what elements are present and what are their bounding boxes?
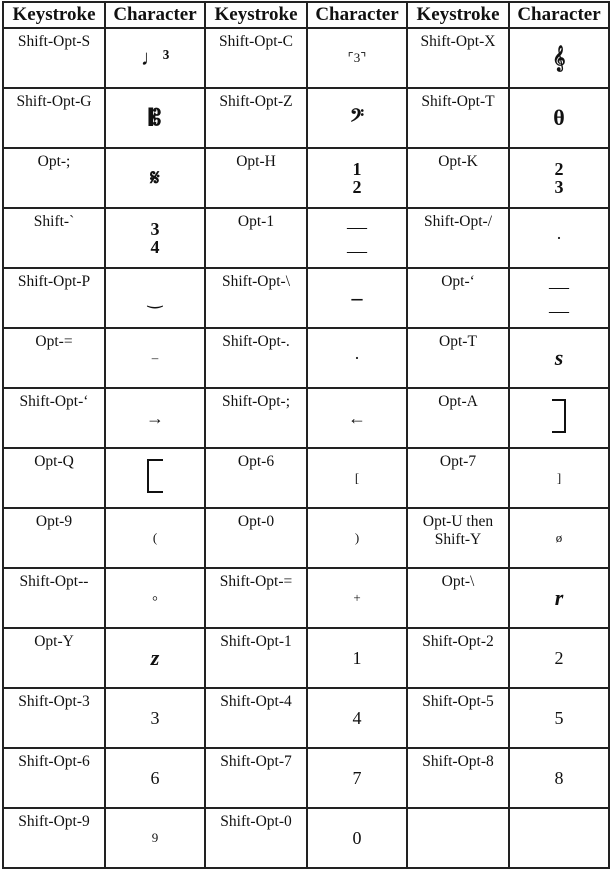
character-cell	[307, 388, 407, 448]
character-cell	[307, 508, 407, 568]
keystroke-cell: Shift-Opt-;	[205, 388, 307, 448]
character-cell	[307, 808, 407, 868]
character-glyph: ·	[354, 347, 360, 368]
character-glyph: 3	[150, 707, 160, 728]
character-cell	[509, 328, 609, 388]
character-cell	[105, 508, 205, 568]
character-cell	[105, 268, 205, 328]
keystroke-cell: Opt-Y	[3, 628, 105, 688]
character-cell	[509, 628, 609, 688]
character-glyph: 3 4	[150, 219, 160, 257]
keystroke-cell: Opt-K	[407, 148, 509, 208]
character-cell	[307, 88, 407, 148]
character-cell	[105, 448, 205, 508]
keystroke-cell: Opt-A	[407, 388, 509, 448]
character-cell	[105, 388, 205, 448]
character-glyph: 𝄢	[349, 105, 365, 130]
keystroke-cell: Shift-Opt-T	[407, 88, 509, 148]
character-glyph: ø	[555, 530, 563, 545]
keystroke-cell: Shift-Opt-=	[205, 568, 307, 628]
character-cell	[509, 28, 609, 88]
character-cell	[509, 208, 609, 268]
table-row	[3, 328, 609, 388]
character-glyph: θ	[553, 105, 565, 130]
keystroke-cell: Opt-\	[407, 568, 509, 628]
character-glyph: (	[152, 530, 158, 545]
character-cell	[105, 88, 205, 148]
character-cell	[509, 148, 609, 208]
character-glyph: 7	[352, 767, 362, 788]
header-character-2: Character	[307, 2, 407, 28]
keystroke-cell: Shift-Opt-P	[3, 268, 105, 328]
table-row	[3, 748, 609, 808]
character-glyph	[552, 399, 566, 433]
character-glyph: 4	[352, 707, 362, 728]
character-cell	[509, 748, 609, 808]
keystroke-cell: Shift-Opt-5	[407, 688, 509, 748]
character-glyph: 5	[554, 707, 564, 728]
character-glyph: 9	[151, 830, 159, 845]
character-cell	[307, 148, 407, 208]
table-row	[3, 508, 609, 568]
keystroke-table	[2, 1, 610, 869]
character-cell	[509, 268, 609, 328]
keystroke-cell: Opt-Q	[3, 448, 105, 508]
keystroke-cell: Opt-;	[3, 148, 105, 208]
character-glyph: ]	[556, 470, 562, 485]
character-glyph: +	[353, 590, 361, 605]
character-glyph: ‒	[351, 285, 363, 310]
keystroke-cell: Opt-0	[205, 508, 307, 568]
character-glyph: →	[146, 407, 164, 428]
table-row	[3, 28, 609, 88]
character-cell	[509, 688, 609, 748]
character-cell	[307, 268, 407, 328]
keystroke-cell: Shift-Opt-C	[205, 28, 307, 88]
header-keystroke-1: Keystroke	[3, 2, 105, 28]
character-cell	[509, 508, 609, 568]
table-row	[3, 808, 609, 868]
keystroke-cell: Shift-Opt-G	[3, 88, 105, 148]
header-character-3: Character	[509, 2, 609, 28]
character-cell	[105, 568, 205, 628]
keystroke-cell: Shift-Opt-\	[205, 268, 307, 328]
character-glyph: 1	[352, 647, 362, 668]
keystroke-cell: Shift-Opt-6	[3, 748, 105, 808]
character-glyph: ♩³	[140, 45, 170, 70]
character-glyph: ‿	[147, 287, 163, 308]
table-row	[3, 268, 609, 328]
character-glyph: 𝄋	[150, 165, 160, 190]
character-glyph: 6	[150, 767, 160, 788]
table-row	[3, 148, 609, 208]
keystroke-cell: Shift-Opt-3	[3, 688, 105, 748]
keystroke-cell: Shift-Opt-1	[205, 628, 307, 688]
character-glyph: [	[354, 470, 360, 485]
character-glyph: 0	[352, 827, 362, 848]
character-cell	[105, 328, 205, 388]
character-glyph: ⌜3⌝	[347, 50, 367, 65]
character-cell	[307, 748, 407, 808]
keystroke-cell: Shift-Opt-0	[205, 808, 307, 868]
character-cell	[105, 688, 205, 748]
character-cell	[509, 808, 609, 868]
character-glyph: s	[554, 345, 564, 370]
keystroke-cell: Opt-T	[407, 328, 509, 388]
character-glyph: 8	[554, 767, 564, 788]
header-row	[3, 2, 609, 28]
character-cell	[307, 628, 407, 688]
character-cell	[509, 388, 609, 448]
character-glyph: –	[151, 350, 159, 365]
character-glyph: ←	[348, 407, 366, 428]
character-cell	[105, 148, 205, 208]
keystroke-cell: Opt-1	[205, 208, 307, 268]
table-row	[3, 88, 609, 148]
table-row	[3, 568, 609, 628]
character-cell	[509, 88, 609, 148]
character-glyph: 1 2	[352, 159, 362, 197]
header-character-1: Character	[105, 2, 205, 28]
character-glyph: 𝄡	[148, 105, 162, 130]
character-cell	[307, 688, 407, 748]
character-glyph: — —	[347, 216, 367, 262]
character-glyph: 2 3	[554, 159, 564, 197]
keystroke-cell: Opt-7	[407, 448, 509, 508]
keystroke-cell: Shift-Opt-Z	[205, 88, 307, 148]
keystroke-cell: Shift-Opt-/	[407, 208, 509, 268]
character-cell	[509, 568, 609, 628]
keystroke-cell	[407, 808, 509, 868]
keystroke-cell: Shift-Opt-S	[3, 28, 105, 88]
character-cell	[105, 208, 205, 268]
character-cell	[105, 808, 205, 868]
table-row	[3, 388, 609, 448]
table-row	[3, 448, 609, 508]
character-cell	[307, 28, 407, 88]
table-row	[3, 688, 609, 748]
keystroke-cell: Opt-9	[3, 508, 105, 568]
keystroke-cell: Shift-Opt-4	[205, 688, 307, 748]
character-glyph: — —	[549, 276, 569, 322]
keystroke-cell: Opt-=	[3, 328, 105, 388]
character-glyph	[147, 459, 163, 493]
character-glyph: r	[554, 585, 564, 610]
header-keystroke-2: Keystroke	[205, 2, 307, 28]
keystroke-cell: Shift-Opt-.	[205, 328, 307, 388]
character-cell	[307, 568, 407, 628]
character-glyph: )	[354, 530, 360, 545]
character-glyph: ◦	[151, 587, 159, 608]
keystroke-cell: Shift-Opt-2	[407, 628, 509, 688]
keystroke-cell: Shift-Opt-‘	[3, 388, 105, 448]
header-keystroke-3: Keystroke	[407, 2, 509, 28]
keystroke-cell: Opt-H	[205, 148, 307, 208]
keystroke-cell: Shift-Opt--	[3, 568, 105, 628]
keystroke-cell: Opt-6	[205, 448, 307, 508]
table-row	[3, 628, 609, 688]
character-cell	[307, 208, 407, 268]
character-cell	[105, 628, 205, 688]
character-glyph: ·	[556, 227, 562, 248]
keystroke-cell: Shift-`	[3, 208, 105, 268]
character-cell	[307, 328, 407, 388]
character-cell	[105, 28, 205, 88]
keystroke-cell: Shift-Opt-7	[205, 748, 307, 808]
keystroke-cell: Opt-U then Shift-Y	[407, 508, 509, 568]
keystroke-cell: Shift-Opt-X	[407, 28, 509, 88]
character-cell	[307, 448, 407, 508]
character-glyph: 2	[554, 647, 564, 668]
keystroke-cell: Shift-Opt-9	[3, 808, 105, 868]
keystroke-cell: Opt-‘	[407, 268, 509, 328]
character-cell	[509, 448, 609, 508]
character-glyph: 𝄞	[552, 45, 566, 70]
character-glyph: z	[150, 645, 160, 670]
character-cell	[105, 748, 205, 808]
table-row	[3, 208, 609, 268]
keystroke-cell: Shift-Opt-8	[407, 748, 509, 808]
